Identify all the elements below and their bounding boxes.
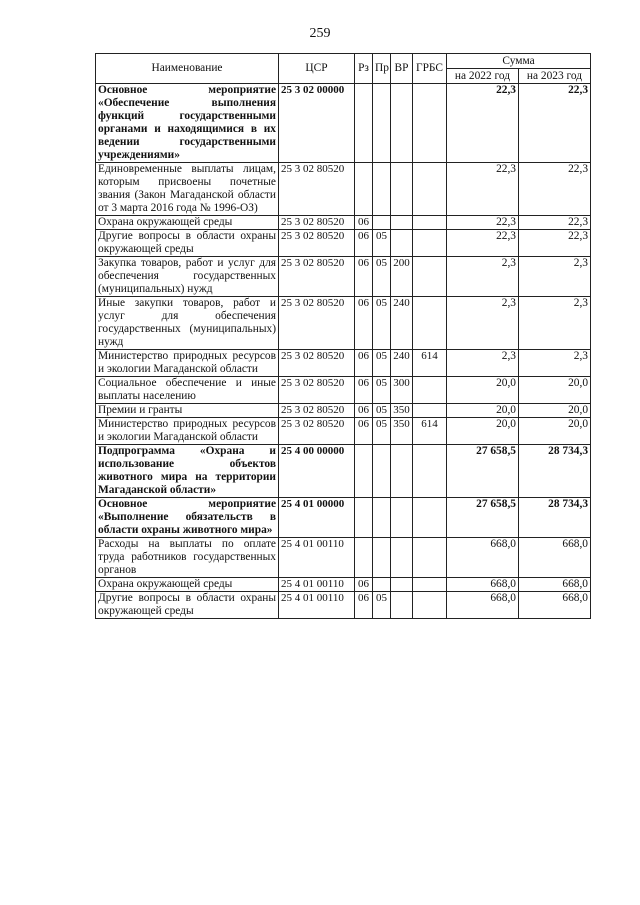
row-csr: 25 3 02 00000 bbox=[279, 84, 355, 163]
header-grbs: ГРБС bbox=[413, 54, 447, 84]
table-body bbox=[96, 84, 591, 619]
row-sum-2023: 22,3 bbox=[519, 84, 591, 163]
row-sum-2022: 27 658,5 bbox=[447, 498, 519, 538]
row-vr bbox=[391, 216, 413, 230]
row-sum-2022: 668,0 bbox=[447, 592, 519, 619]
row-name: Основное мероприятие «Обеспечение выполнения функций государственными органами и находящимися в их ведении государственными учреждениями» bbox=[96, 84, 279, 163]
row-csr: 25 3 02 80520 bbox=[279, 350, 355, 377]
table-row bbox=[96, 498, 591, 538]
row-sum-2023: 28 734,3 bbox=[519, 445, 591, 498]
row-rz: 06 bbox=[355, 377, 373, 404]
row-rz: 06 bbox=[355, 216, 373, 230]
row-name: Охрана окружающей среды bbox=[96, 578, 279, 592]
row-sum-2022: 22,3 bbox=[447, 230, 519, 257]
row-grbs bbox=[413, 163, 447, 216]
row-csr: 25 4 01 00000 bbox=[279, 498, 355, 538]
row-csr: 25 3 02 80520 bbox=[279, 230, 355, 257]
row-sum-2022: 668,0 bbox=[447, 578, 519, 592]
row-rz: 06 bbox=[355, 257, 373, 297]
row-sum-2022: 20,0 bbox=[447, 404, 519, 418]
row-vr: 350 bbox=[391, 418, 413, 445]
row-sum-2023: 2,3 bbox=[519, 297, 591, 350]
row-pr: 05 bbox=[373, 230, 391, 257]
row-csr: 25 4 01 00110 bbox=[279, 578, 355, 592]
row-rz bbox=[355, 445, 373, 498]
row-name: Подпрограмма «Охрана и использование объектов животного мира на территории Магаданской области» bbox=[96, 445, 279, 498]
row-csr: 25 4 00 00000 bbox=[279, 445, 355, 498]
row-vr bbox=[391, 84, 413, 163]
row-rz: 06 bbox=[355, 350, 373, 377]
row-rz bbox=[355, 84, 373, 163]
row-rz: 06 bbox=[355, 297, 373, 350]
row-name: Министерство природных ресурсов и экологии Магаданской области bbox=[96, 350, 279, 377]
table-row bbox=[96, 418, 591, 445]
table-row bbox=[96, 163, 591, 216]
row-name: Охрана окружающей среды bbox=[96, 216, 279, 230]
budget-table bbox=[95, 53, 591, 619]
row-csr: 25 3 02 80520 bbox=[279, 377, 355, 404]
row-sum-2022: 2,3 bbox=[447, 350, 519, 377]
row-sum-2022: 27 658,5 bbox=[447, 445, 519, 498]
header-pr: Пр bbox=[373, 54, 391, 84]
row-sum-2023: 668,0 bbox=[519, 592, 591, 619]
row-rz: 06 bbox=[355, 404, 373, 418]
row-pr bbox=[373, 84, 391, 163]
row-csr: 25 3 02 80520 bbox=[279, 404, 355, 418]
row-rz: 06 bbox=[355, 230, 373, 257]
row-name: Министерство природных ресурсов и экологии Магаданской области bbox=[96, 418, 279, 445]
row-rz bbox=[355, 498, 373, 538]
row-rz bbox=[355, 163, 373, 216]
row-pr: 05 bbox=[373, 418, 391, 445]
table-row bbox=[96, 257, 591, 297]
row-name: Другие вопросы в области охраны окружающей среды bbox=[96, 230, 279, 257]
row-pr bbox=[373, 163, 391, 216]
row-sum-2022: 22,3 bbox=[447, 216, 519, 230]
header-year-2022: на 2022 год bbox=[447, 69, 519, 84]
row-grbs bbox=[413, 216, 447, 230]
row-name: Другие вопросы в области охраны окружающей среды bbox=[96, 592, 279, 619]
row-sum-2023: 2,3 bbox=[519, 257, 591, 297]
row-grbs bbox=[413, 578, 447, 592]
row-pr: 05 bbox=[373, 297, 391, 350]
header-year-2023: на 2023 год bbox=[519, 69, 591, 84]
row-grbs bbox=[413, 377, 447, 404]
row-pr: 05 bbox=[373, 404, 391, 418]
row-name: Иные закупки товаров, работ и услуг для обеспечения государственных (муниципальных) нужд bbox=[96, 297, 279, 350]
row-grbs bbox=[413, 592, 447, 619]
row-sum-2023: 668,0 bbox=[519, 538, 591, 578]
row-rz: 06 bbox=[355, 418, 373, 445]
table-row bbox=[96, 377, 591, 404]
row-csr: 25 4 01 00110 bbox=[279, 538, 355, 578]
row-vr bbox=[391, 498, 413, 538]
row-pr: 05 bbox=[373, 592, 391, 619]
row-sum-2022: 20,0 bbox=[447, 418, 519, 445]
row-grbs bbox=[413, 257, 447, 297]
row-name: Закупка товаров, работ и услуг для обеспечения государственных (муниципальных) нужд bbox=[96, 257, 279, 297]
table-row bbox=[96, 578, 591, 592]
row-sum-2023: 20,0 bbox=[519, 418, 591, 445]
row-sum-2023: 20,0 bbox=[519, 404, 591, 418]
row-vr bbox=[391, 230, 413, 257]
row-sum-2022: 22,3 bbox=[447, 163, 519, 216]
row-pr bbox=[373, 538, 391, 578]
row-rz: 06 bbox=[355, 592, 373, 619]
row-name: Премии и гранты bbox=[96, 404, 279, 418]
row-vr bbox=[391, 538, 413, 578]
row-vr bbox=[391, 578, 413, 592]
row-pr bbox=[373, 578, 391, 592]
row-vr: 350 bbox=[391, 404, 413, 418]
page-number: 259 bbox=[309, 26, 331, 41]
row-csr: 25 3 02 80520 bbox=[279, 297, 355, 350]
row-name: Социальное обеспечение и иные выплаты населению bbox=[96, 377, 279, 404]
row-pr: 05 bbox=[373, 350, 391, 377]
header-csr: ЦСР bbox=[279, 54, 355, 84]
row-csr: 25 4 01 00110 bbox=[279, 592, 355, 619]
row-csr: 25 3 02 80520 bbox=[279, 257, 355, 297]
row-grbs: 614 bbox=[413, 418, 447, 445]
row-pr bbox=[373, 445, 391, 498]
row-rz bbox=[355, 538, 373, 578]
row-sum-2022: 668,0 bbox=[447, 538, 519, 578]
row-pr: 05 bbox=[373, 257, 391, 297]
header-name: Наименование bbox=[96, 54, 279, 84]
row-vr: 240 bbox=[391, 350, 413, 377]
table-row bbox=[96, 592, 591, 619]
row-grbs bbox=[413, 230, 447, 257]
row-sum-2022: 2,3 bbox=[447, 257, 519, 297]
row-sum-2022: 2,3 bbox=[447, 297, 519, 350]
row-vr bbox=[391, 445, 413, 498]
row-grbs bbox=[413, 498, 447, 538]
table-row bbox=[96, 538, 591, 578]
row-name: Основное мероприятие «Выполнение обязательств в области охраны животного мира» bbox=[96, 498, 279, 538]
row-sum-2023: 668,0 bbox=[519, 578, 591, 592]
table-row bbox=[96, 216, 591, 230]
table-row bbox=[96, 350, 591, 377]
row-pr bbox=[373, 216, 391, 230]
row-vr bbox=[391, 163, 413, 216]
row-sum-2022: 22,3 bbox=[447, 84, 519, 163]
header-rz: Рз bbox=[355, 54, 373, 84]
row-rz: 06 bbox=[355, 578, 373, 592]
row-grbs bbox=[413, 84, 447, 163]
table-row bbox=[96, 445, 591, 498]
row-name: Расходы на выплаты по оплате труда работников государственных органов bbox=[96, 538, 279, 578]
header-sum: Сумма bbox=[447, 54, 591, 69]
table-row bbox=[96, 84, 591, 163]
table-row bbox=[96, 297, 591, 350]
row-vr bbox=[391, 592, 413, 619]
row-grbs bbox=[413, 297, 447, 350]
row-csr: 25 3 02 80520 bbox=[279, 163, 355, 216]
row-sum-2022: 20,0 bbox=[447, 377, 519, 404]
row-sum-2023: 2,3 bbox=[519, 350, 591, 377]
row-grbs bbox=[413, 445, 447, 498]
row-sum-2023: 20,0 bbox=[519, 377, 591, 404]
row-vr: 240 bbox=[391, 297, 413, 350]
row-grbs bbox=[413, 538, 447, 578]
row-vr: 200 bbox=[391, 257, 413, 297]
row-grbs bbox=[413, 404, 447, 418]
table-row bbox=[96, 230, 591, 257]
row-csr: 25 3 02 80520 bbox=[279, 216, 355, 230]
row-name: Единовременные выплаты лицам, которым присвоены почетные звания (Закон Магаданской области от 3 марта 2016 года № 1996-ОЗ) bbox=[96, 163, 279, 216]
header-vr: ВР bbox=[391, 54, 413, 84]
row-pr: 05 bbox=[373, 377, 391, 404]
row-grbs: 614 bbox=[413, 350, 447, 377]
row-sum-2023: 22,3 bbox=[519, 230, 591, 257]
row-pr bbox=[373, 498, 391, 538]
row-sum-2023: 22,3 bbox=[519, 216, 591, 230]
row-sum-2023: 22,3 bbox=[519, 163, 591, 216]
table-row bbox=[96, 404, 591, 418]
row-vr: 300 bbox=[391, 377, 413, 404]
row-csr: 25 3 02 80520 bbox=[279, 418, 355, 445]
row-sum-2023: 28 734,3 bbox=[519, 498, 591, 538]
